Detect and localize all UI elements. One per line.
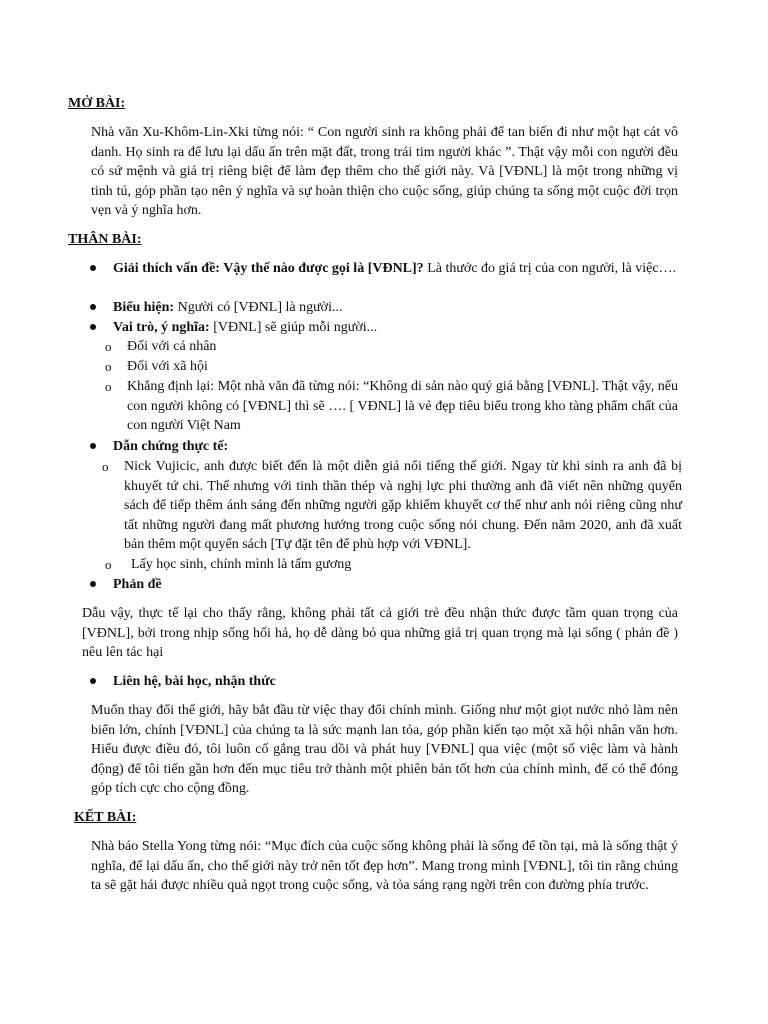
bullet-dot (90, 678, 96, 684)
item-text: Là thước đo giá trị của con người, là việc…. (423, 261, 677, 276)
bullet-dot (90, 581, 96, 587)
sub-marker: o (105, 359, 112, 374)
bullet-dot (90, 443, 96, 449)
sub-item: Khẳng định lại: Một nhà văn đã từng nói: “Không di sản nào quý giá bằng [VĐNL]. Thật vậy, nếu con người không có [VĐNL] thì sẽ …. [ VĐNL] là vẻ đẹp tiêu biểu trong kho tàng phẩm chất của con người Việt Nam (127, 379, 678, 433)
list-item (113, 437, 694, 457)
lien-he-text: Muốn thay đổi thế giới, hãy bắt đầu từ việc thay đổi chính mình. Giống như một giọt nước nhỏ làm nên biển lớn, chính [VĐNL] của chúng ta là sức mạnh lan tỏa, góp phần kiến tạo một xã hội nhân văn hơn. Hiểu được điều đó, tôi luôn cố gắng trau dồi và phát huy [VĐNL] qua việc (một số việc làm và hành động) để tôi tiến gần hơn đến mục tiêu trở thành một phiên bản tốt hơn của chính mình, để có thể đóng góp tích cực cho cộng đồng. (91, 703, 678, 796)
item-bold: Phản đề (113, 577, 162, 592)
sub-marker: o (105, 557, 112, 572)
sub-item: Đối với cá nhân (127, 339, 217, 354)
bullet-dot (90, 304, 96, 310)
item-text: [VĐNL] sẽ giúp mỗi người... (209, 320, 378, 335)
list-item (113, 575, 694, 595)
ket-bai-paragraph (91, 837, 678, 896)
sub-item: Đối với xã hội (127, 359, 208, 374)
ket-bai-heading: KẾT BÀI: (74, 810, 137, 825)
list-item (113, 318, 694, 338)
bullet-dot (90, 324, 96, 330)
evidence-text: Nick Vujicic, anh được biết đến là một diễn giả nổi tiếng thế giới. Ngay từ khi sinh ra anh đã bị khuyết tứ chi. Thế nhưng với tinh thần thép và nghị lực phi thường anh đã viết nên những quyển sách để tiếp thêm ánh sáng đến những người gặp khiếm khuyết cơ thể như anh nói riêng cũng như tất những người đang mất phương hướng trong cuộc sống nói chung. Đến năm 2020, anh đã xuất bản thêm một quyển sách [Tự đặt tên để phù hợp với VĐNL]. (124, 459, 682, 552)
mo-bai-text: Nhà văn Xu-Khôm-Lin-Xki từng nói: “ Con người sinh ra không phải để tan biến đi như một hạt cát vô danh. Họ sinh ra để lưu lại dấu ấn trên mặt đất, trong trái tim người khác ”. Thật vậy mỗi con người đều có sứ mệnh và giá trị riêng biệt để làm đẹp thêm cho thế giới này. Và [VĐNL] là một trong những vị tinh tú, góp phần tạo nên ý nghĩa và sự hoàn thiện cho cuộc sống, giúp chúng ta sống một cuộc đời trọn vẹn và ý nghĩa hơn. (91, 125, 678, 218)
sub-marker: o (105, 379, 112, 394)
list-item (113, 259, 694, 279)
phan-de-paragraph (82, 604, 678, 663)
item-bold: Vai trò, ý nghĩa: (113, 320, 210, 335)
lien-he-paragraph (91, 701, 678, 799)
sub-item: Lấy học sinh, chính mình là tấm gương (131, 557, 352, 572)
mo-bai-paragraph (91, 123, 678, 221)
list-item (113, 298, 694, 318)
than-bai-heading: THÂN BÀI: (68, 232, 142, 247)
item-bold: Dẫn chứng thực tế: (113, 439, 229, 454)
sub-marker: o (102, 459, 109, 474)
mo-bai-heading: MỞ BÀI: (68, 96, 126, 111)
list-item (113, 672, 694, 692)
sub-item (124, 457, 682, 555)
item-bold: Giải thích vấn đề: Vậy thế nào được gọi là [VĐNL]? (113, 261, 424, 276)
sub-marker: o (105, 339, 112, 354)
ket-bai-text: Nhà báo Stella Yong từng nói: “Mục đích của cuộc sống không phải là sống để tồn tại, mà là sống thật ý nghĩa, để lại dấu ấn, cho thế giới này trở nên tốt đẹp hơn”. Mang trong mình [VĐNL], tôi tin rằng chúng ta sẽ gặt hái được nhiều quả ngọt trong cuộc sống, và tỏa sáng rạng ngời trên con đường phía trước. (91, 839, 678, 893)
item-text: Người có [VĐNL] là người... (174, 300, 343, 315)
bullet-dot (90, 265, 96, 271)
item-bold: Liên hệ, bài học, nhận thức (113, 674, 276, 689)
item-bold: Biểu hiện: (113, 300, 175, 315)
phan-de-text: Dẫu vậy, thực tế lại cho thấy rằng, không phải tất cả giới trẻ đều nhận thức được tầm quan trọng của [VĐNL], bởi trong nhịp sống hối hả, họ dễ dàng bỏ qua những giá trị quan trọng mà lại sống ( phản đề ) nêu lên tác hại (82, 606, 678, 660)
